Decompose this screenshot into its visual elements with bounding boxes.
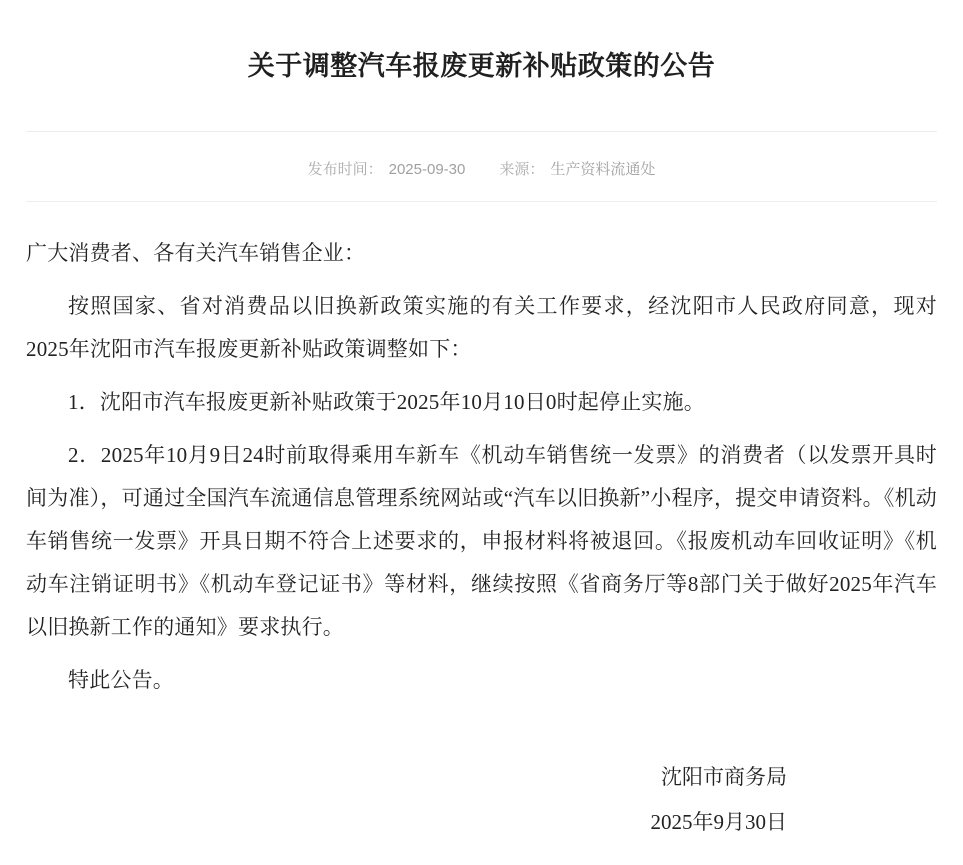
document-meta (26, 132, 937, 201)
page-title: 关于调整汽车报废更新补贴政策的公告 (247, 51, 716, 82)
paragraph-item-2: 2．2025年10月9日24时前取得乘用车新车《机动车销售统一发票》的消费者（以发票开具时间为准），可通过全国汽车流通信息管理系统网站或“汽车以旧换新”小程序，提交申请资料。《机动车销售统一发票》开具日期不符合上述要求的，申报材料将被退回。《报废机动车回收证明》《机动车注销证明书》《机动车登记证书》等材料，继续按照《省商务厅等8部门关于做好2025年汽车以旧换新工作的通知》要求执行。 (26, 442, 937, 640)
publish-time-label: 发布时间： (307, 160, 383, 178)
publish-time-value: 2025-09-30 (388, 160, 466, 178)
paragraph-closing: 特此公告。 (68, 668, 174, 693)
paragraph-item-1: 1．沈阳市汽车报废更新补贴政策于2025年10月10日0时起停止实施。 (68, 389, 705, 414)
signature-block (26, 756, 937, 844)
signature-issuer: 沈阳市商务局 (661, 765, 787, 790)
document-page (0, 18, 963, 865)
source (499, 158, 655, 179)
source-value: 生产资料流通处 (550, 160, 656, 178)
body-divider (26, 201, 937, 202)
publish-time (308, 158, 466, 179)
paragraph-intro: 按照国家、省对消费品以旧换新政策实施的有关工作要求，经沈阳市人民政府同意，现对2025年沈阳市汽车报废更新补贴政策调整如下： (26, 293, 937, 361)
document-body (26, 232, 937, 702)
source-label: 来源： (499, 160, 545, 178)
paragraph-salutation: 广大消费者、各有关汽车销售企业： (26, 240, 366, 265)
signature-date: 2025年9月30日 (650, 810, 787, 835)
